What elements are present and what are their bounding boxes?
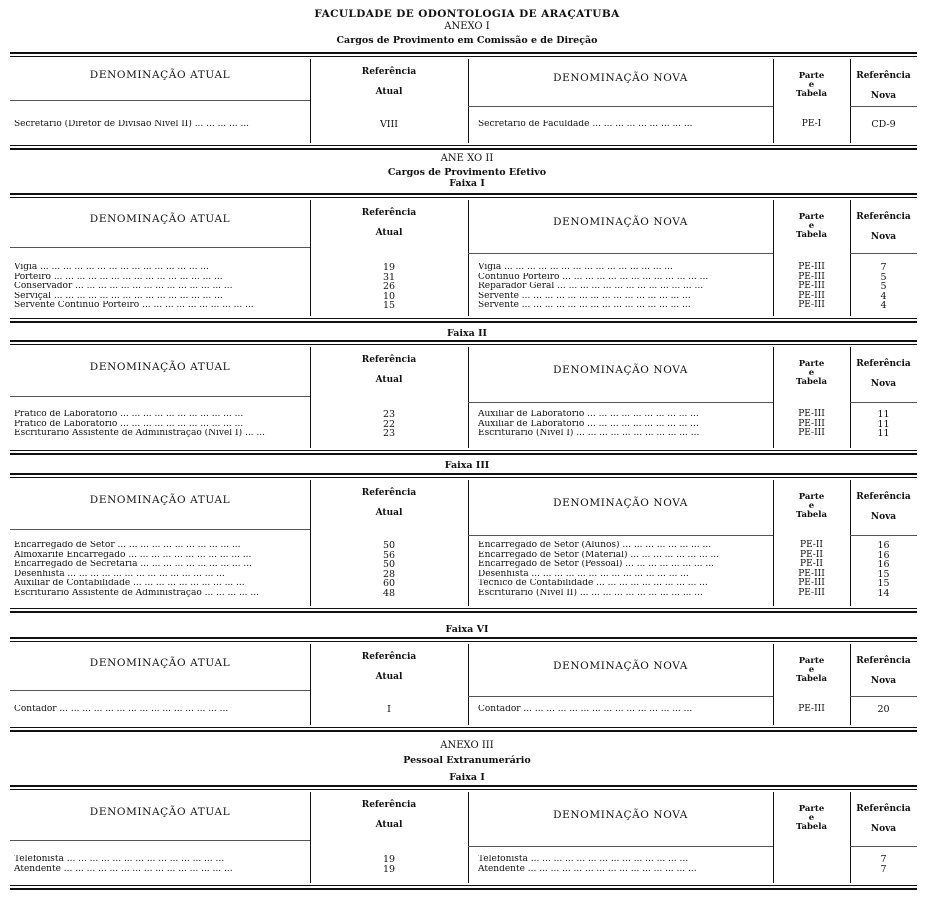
col-header-ref-atual-sub: Atual xyxy=(375,672,403,682)
cell-parte: PE-III xyxy=(798,271,825,282)
cell-ref-atual: VIII xyxy=(379,119,399,130)
col-header-ref-atual-sub: Atual xyxy=(375,508,403,518)
cell-nova: Contínuo Porteiro ... ... ... ... ... ... ... ... ... ... ... ... ... xyxy=(478,272,709,282)
cell-ref-nova: 5 xyxy=(880,281,887,292)
cell-ref-atual: 50 xyxy=(382,559,396,570)
cell-ref-atual: 19 xyxy=(382,863,396,875)
header-divider xyxy=(10,100,310,101)
rule xyxy=(10,450,917,455)
col-header-parte: Tabela xyxy=(795,674,828,684)
header-divider xyxy=(468,402,773,403)
col-header-ref-nova: Referência xyxy=(856,656,911,666)
cell-nova: Secretário de Faculdade ... ... ... ... ... ... ... ... ... xyxy=(478,120,693,129)
col-header-atual: DENOMINAÇÃO ATUAL xyxy=(89,806,231,818)
rule xyxy=(10,885,917,890)
cell-atual: Prático de Laboratório ... ... ... ... ... ... ... ... ... ... ... xyxy=(14,419,244,429)
cell-parte: PE-III xyxy=(798,300,825,310)
cell-nova: Escriturário (Nível II) ... ... ... ... ... ... ... ... ... ... ... xyxy=(478,588,703,598)
cell-parte: PE-III xyxy=(798,409,825,419)
cell-parte: PE-II xyxy=(800,540,823,550)
col-header-parte: e xyxy=(808,80,815,90)
cell-atual: Contador ... ... ... ... ... ... ... ... ... ... ... ... ... ... ... xyxy=(14,705,229,714)
col-header-atual: DENOMINAÇÃO ATUAL xyxy=(89,494,231,506)
cell-atual: Secretário (Diretor de Divisão Nível II) ... ... ... ... ... xyxy=(14,120,250,129)
header-divider xyxy=(850,696,917,697)
col-header-parte: e xyxy=(808,501,815,511)
col-header-nova: DENOMINAÇÃO NOVA xyxy=(553,364,688,376)
header-divider xyxy=(850,106,917,107)
cell-atual: Vigia ... ... ... ... ... ... ... ... ... ... ... ... ... ... ... xyxy=(14,263,209,272)
cell-ref-nova: 5 xyxy=(880,271,887,283)
cell-nova: Encarregado de Setor (Material) ... ... ... ... ... ... ... ... xyxy=(478,550,720,560)
cell-ref-nova: 11 xyxy=(877,418,890,430)
header-divider xyxy=(10,840,310,841)
header-divider xyxy=(10,690,310,691)
cell-atual: Telefonista ... ... ... ... ... ... ... ... ... ... ... ... ... ... xyxy=(14,855,225,864)
cell-nova: Vigia ... ... ... ... ... ... ... ... ... ... ... ... ... ... ... xyxy=(478,263,673,272)
col-header-ref-atual-sub: Atual xyxy=(375,820,403,830)
anexo2-subtitle: Cargos de Provimento Efetivo xyxy=(387,167,547,178)
cell-parte: PE-III xyxy=(798,418,825,429)
cell-nova: Escriturário (Nível I) ... ... ... ... ... ... ... ... ... ... ... xyxy=(478,429,700,438)
rule xyxy=(10,785,917,790)
col-header-nova: DENOMINAÇÃO NOVA xyxy=(553,660,688,672)
col-header-nova: DENOMINAÇÃO NOVA xyxy=(553,497,688,509)
cell-atual: Encarregado de Secretaria ... ... ... ... ... ... ... ... ... ... xyxy=(14,560,252,569)
faixa-label: Faixa III xyxy=(444,460,490,471)
cell-ref-nova: 4 xyxy=(880,300,887,311)
faixa-label: Faixa I xyxy=(449,772,485,783)
col-header-parte: Parte xyxy=(798,804,825,814)
cell-atual: Conservador ... ... ... ... ... ... ... ... ... ... ... ... ... ... xyxy=(14,282,233,291)
cell-ref-atual: 15 xyxy=(382,300,396,311)
cell-nova: Servente ... ... ... ... ... ... ... ... ... ... ... ... ... ... ... xyxy=(478,291,691,301)
col-header-ref-nova-sub: Nova xyxy=(870,379,897,389)
header-divider xyxy=(468,106,773,107)
cell-ref-nova: 16 xyxy=(877,549,890,561)
cell-parte: PE-III xyxy=(798,578,825,588)
cell-atual: Prático de Laboratório ... ... ... ... ... ... ... ... ... ... ... xyxy=(14,410,244,419)
col-header-ref-atual: Referência xyxy=(361,67,417,77)
header-divider xyxy=(850,535,917,536)
col-header-atual: DENOMINAÇÃO ATUAL xyxy=(89,69,231,81)
column-divider xyxy=(468,792,469,883)
header-divider xyxy=(850,402,917,403)
anexo3-title: ANEXO III xyxy=(440,740,494,751)
table-section xyxy=(10,473,917,613)
column-divider xyxy=(468,59,469,143)
cell-atual: Escriturário Assistente de Administração ... ... ... ... ... xyxy=(14,588,259,598)
cell-nova: Telefonista ... ... ... ... ... ... ... ... ... ... ... ... ... ... xyxy=(478,855,689,864)
cell-ref-atual: 19 xyxy=(382,262,396,273)
col-header-parte: Parte xyxy=(798,212,825,222)
cell-ref-atual: 22 xyxy=(382,418,396,430)
col-header-ref-nova: Referência xyxy=(856,212,911,222)
table-section xyxy=(10,52,917,150)
cell-atual: Atendente ... ... ... ... ... ... ... ... ... ... ... ... ... ... ... xyxy=(14,864,233,874)
header-divider xyxy=(468,253,773,254)
anexo1-subtitle: Cargos de Provimento em Comissão e de Direção xyxy=(336,35,598,46)
col-header-parte: Parte xyxy=(798,71,825,81)
col-header-nova: DENOMINAÇÃO NOVA xyxy=(553,72,688,84)
col-header-ref-nova: Referência xyxy=(856,804,911,814)
cell-ref-atual: 50 xyxy=(382,540,396,551)
cell-ref-nova: 14 xyxy=(877,587,890,599)
cell-ref-nova: 15 xyxy=(877,568,890,580)
cell-ref-atual: 56 xyxy=(382,549,396,561)
col-header-ref-nova-sub: Nova xyxy=(870,232,897,242)
cell-atual: Escriturário Assistente de Administração (Nível I) ... ... xyxy=(14,429,265,438)
col-header-ref-atual-sub: Atual xyxy=(375,375,403,385)
cell-ref-atual: 23 xyxy=(382,409,396,420)
col-header-ref-nova-sub: Nova xyxy=(870,676,897,686)
cell-ref-nova: 7 xyxy=(880,262,887,273)
cell-atual: Almoxarife Encarregado ... ... ... ... ... ... ... ... ... ... ... xyxy=(14,550,252,560)
col-header-ref-atual-sub: Atual xyxy=(375,228,403,238)
cell-nova: Desenhista ... ... ... ... ... ... ... ... ... ... ... ... ... ... xyxy=(478,569,689,579)
cell-nova: Contador ... ... ... ... ... ... ... ... ... ... ... ... ... ... ... xyxy=(478,705,693,714)
col-header-ref-atual: Referência xyxy=(361,355,417,365)
cell-nova: Reparador Geral ... ... ... ... ... ... ... ... ... ... ... ... ... xyxy=(478,282,704,291)
col-header-ref-atual: Referência xyxy=(361,488,417,498)
faixa-label: Faixa II xyxy=(446,328,487,339)
col-header-ref-nova: Referência xyxy=(856,492,911,502)
cell-ref-atual: 31 xyxy=(382,271,396,283)
col-header-ref-nova-sub: Nova xyxy=(870,824,897,834)
header-divider xyxy=(10,247,310,248)
table-section xyxy=(10,340,917,455)
col-header-parte: e xyxy=(808,221,815,231)
col-header-parte: Parte xyxy=(798,656,825,666)
table-section xyxy=(10,785,917,890)
rule xyxy=(10,52,917,57)
column-divider xyxy=(468,644,469,725)
col-header-ref-atual-sub: Atual xyxy=(375,87,403,97)
cell-parte: PE-III xyxy=(798,262,825,272)
table-section xyxy=(10,193,917,323)
col-header-ref-atual: Referência xyxy=(361,652,417,662)
faculty-title: FACULDADE DE ODONTOLOGIA DE ARAÇATUBA xyxy=(314,8,620,20)
cell-ref-nova: 20 xyxy=(877,704,890,715)
cell-ref-nova: 15 xyxy=(877,578,890,589)
cell-ref-atual: 10 xyxy=(382,290,396,302)
cell-atual: Servente Contínuo Porteiro ... ... ... ... ... ... ... ... ... ... xyxy=(14,301,254,310)
col-header-parte: Tabela xyxy=(795,377,828,387)
cell-ref-nova: 4 xyxy=(880,290,887,302)
cell-ref-atual: 28 xyxy=(382,568,396,580)
cell-nova: Atendente ... ... ... ... ... ... ... ... ... ... ... ... ... ... ... xyxy=(478,864,697,874)
cell-ref-atual: I xyxy=(387,704,391,715)
rule xyxy=(10,637,917,642)
cell-ref-atual: 23 xyxy=(382,428,396,439)
cell-nova: Auxiliar de Laboratório ... ... ... ... ... ... ... ... ... ... xyxy=(478,419,699,429)
cell-ref-nova: 16 xyxy=(877,540,890,551)
col-header-parte: e xyxy=(808,665,815,675)
cell-ref-nova: 16 xyxy=(877,559,890,570)
col-header-nova: DENOMINAÇÃO NOVA xyxy=(553,216,688,228)
col-header-parte: Tabela xyxy=(795,510,828,520)
cell-atual: Serviçal ... ... ... ... ... ... ... ... ... ... ... ... ... ... ... xyxy=(14,291,223,301)
col-header-parte: e xyxy=(808,368,815,378)
cell-parte: PE-II xyxy=(800,559,823,569)
rule xyxy=(10,473,917,478)
rule xyxy=(10,727,917,732)
rule xyxy=(10,318,917,323)
cell-ref-nova: 11 xyxy=(877,409,890,420)
col-header-atual: DENOMINAÇÃO ATUAL xyxy=(89,657,231,669)
col-header-ref-nova-sub: Nova xyxy=(870,91,897,101)
col-header-ref-nova: Referência xyxy=(856,359,911,369)
header-divider xyxy=(468,696,773,697)
rule xyxy=(10,193,917,198)
cell-parte: PE-I xyxy=(801,119,822,129)
cell-ref-nova: 7 xyxy=(880,863,887,875)
header-divider xyxy=(468,846,773,847)
cell-atual: Desenhista ... ... ... ... ... ... ... ... ... ... ... ... ... ... xyxy=(14,569,225,579)
rule xyxy=(10,340,917,345)
cell-atual: Porteiro ... ... ... ... ... ... ... ... ... ... ... ... ... ... ... xyxy=(14,272,223,282)
col-header-parte: Tabela xyxy=(795,230,828,240)
header-divider xyxy=(850,253,917,254)
cell-ref-atual: 19 xyxy=(382,854,396,865)
col-header-parte: Parte xyxy=(798,359,825,369)
cell-ref-nova: 7 xyxy=(880,854,887,865)
cell-nova: Servente ... ... ... ... ... ... ... ... ... ... ... ... ... ... ... xyxy=(478,301,691,310)
cell-atual: Auxiliar de Contabilidade ... ... ... ... ... ... ... ... ... ... xyxy=(14,579,245,588)
cell-nova: Encarregado de Setor (Alunos) ... ... ... ... ... ... ... ... xyxy=(478,541,712,550)
col-header-ref-atual: Referência xyxy=(361,800,417,810)
col-header-parte: Parte xyxy=(798,492,825,502)
cell-parte: PE-III xyxy=(798,281,825,291)
table-section xyxy=(10,637,917,732)
rule xyxy=(10,145,917,150)
col-header-ref-nova-sub: Nova xyxy=(870,512,897,522)
cell-nova: Técnico de Contabilidade ... ... ... ... ... ... ... ... ... ... xyxy=(478,579,708,588)
cell-atual: Encarregado de Setor ... ... ... ... ... ... ... ... ... ... ... xyxy=(14,541,241,550)
faixa-label: Faixa I xyxy=(449,178,485,189)
col-header-atual: DENOMINAÇÃO ATUAL xyxy=(89,361,231,373)
anexo2-title: ANE XO II xyxy=(440,153,494,164)
col-header-parte: e xyxy=(808,813,815,823)
cell-nova: Auxiliar de Laboratório ... ... ... ... ... ... ... ... ... ... xyxy=(478,410,699,419)
anexo1-title: ANEXO I xyxy=(444,21,490,32)
header-divider xyxy=(468,535,773,536)
col-header-nova: DENOMINAÇÃO NOVA xyxy=(553,809,688,821)
cell-parte: PE-III xyxy=(798,587,825,598)
header-divider xyxy=(850,846,917,847)
faixa-label: Faixa VI xyxy=(445,624,489,635)
cell-ref-nova: 11 xyxy=(877,428,890,439)
rule xyxy=(10,608,917,613)
cell-parte: PE-III xyxy=(798,290,825,301)
cell-ref-atual: 60 xyxy=(382,578,396,589)
column-divider xyxy=(468,347,469,448)
col-header-parte: Tabela xyxy=(795,89,828,99)
cell-parte: PE-III xyxy=(798,428,825,438)
cell-ref-atual: 48 xyxy=(382,587,396,599)
cell-parte: PE-III xyxy=(798,568,825,579)
col-header-parte: Tabela xyxy=(795,822,828,832)
col-header-ref-atual: Referência xyxy=(361,208,417,218)
cell-ref-atual: 26 xyxy=(382,281,396,292)
cell-ref-nova: CD-9 xyxy=(871,119,896,130)
cell-parte: PE-III xyxy=(798,704,825,714)
anexo3-subtitle: Pessoal Extranumerário xyxy=(403,755,531,766)
header-divider xyxy=(10,396,310,397)
cell-nova: Encarregado de Setor (Pessoal) ... ... ... ... ... ... ... ... xyxy=(478,560,714,569)
col-header-ref-nova: Referência xyxy=(856,71,911,81)
cell-parte: PE-II xyxy=(800,549,823,560)
col-header-atual: DENOMINAÇÃO ATUAL xyxy=(89,213,231,225)
header-divider xyxy=(10,529,310,530)
